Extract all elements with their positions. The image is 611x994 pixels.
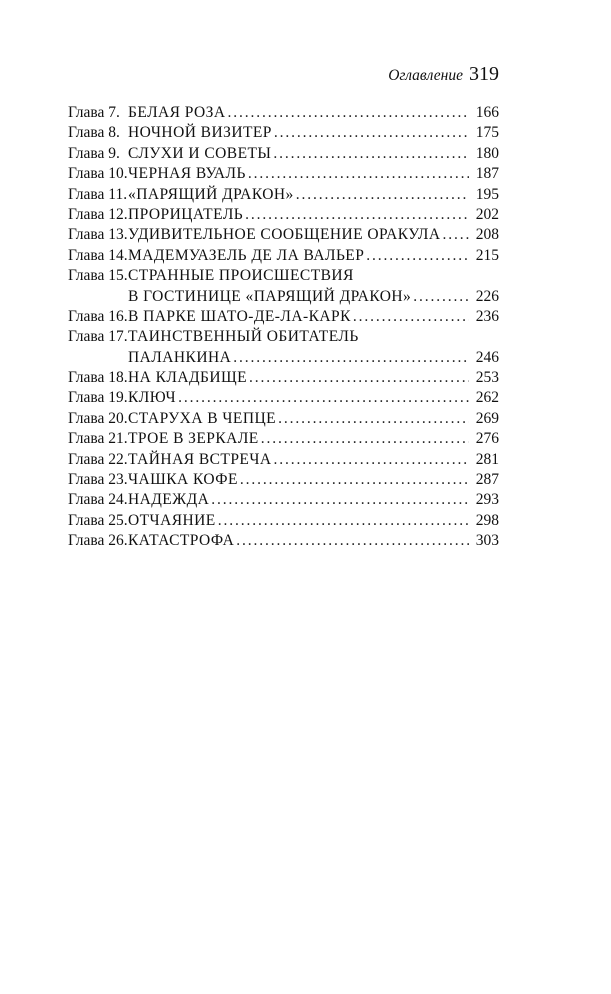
chapter-title: НА КЛАДБИЩЕ: [128, 369, 248, 387]
chapter-title: СЛУХИ И СОВЕТЫ: [128, 144, 272, 162]
toc-entry[interactable]: [68, 429, 499, 449]
dot-leader: [243, 205, 469, 225]
chapter-title: БЕЛАЯ РОЗА: [128, 104, 226, 121]
dot-leader: [259, 429, 469, 449]
toc-entry[interactable]: [68, 531, 499, 551]
chapter-label: Глава 25.: [68, 511, 128, 529]
chapter-page: 262: [475, 389, 499, 407]
chapter-label: Глава 11.: [68, 185, 128, 203]
chapter-page: 287: [475, 471, 499, 489]
dot-leader: [246, 164, 469, 184]
chapter-label: Глава 22.: [68, 450, 128, 468]
dot-leader: [216, 511, 469, 531]
toc-line: [68, 205, 499, 225]
running-head: [388, 64, 499, 84]
table-of-contents: [68, 103, 499, 552]
chapter-title: ТАИНСТВЕННЫЙ ОБИТАТЕЛЬ: [128, 328, 359, 346]
toc-line: [68, 450, 499, 470]
dot-leader: [247, 368, 469, 388]
chapter-label: Глава 18.: [68, 369, 128, 387]
toc-line: [68, 307, 499, 327]
chapter-page: 195: [475, 185, 499, 203]
chapter-title: НОЧНОЙ ВИЗИТЕР: [128, 124, 272, 142]
dot-leader: [234, 531, 469, 551]
dot-leader: [294, 185, 469, 205]
toc-line: [68, 164, 499, 184]
chapter-title: КАТАСТРОФА: [128, 532, 235, 550]
dot-leader: [238, 470, 469, 490]
chapter-label: Глава 19.: [68, 389, 128, 407]
chapter-page: 281: [475, 450, 499, 468]
chapter-page: 187: [475, 165, 499, 183]
chapter-title-continued: ПАЛАНКИНА: [128, 348, 232, 366]
dot-leader: [276, 409, 469, 429]
chapter-label: Глава 13.: [68, 226, 128, 244]
chapter-page: 293: [475, 491, 499, 509]
chapter-title-continued: В ГОСТИНИЦЕ «ПАРЯЩИЙ ДРАКОН»: [128, 287, 412, 305]
toc-entry[interactable]: [68, 164, 499, 184]
toc-entry[interactable]: [68, 409, 499, 429]
dot-leader: [271, 144, 469, 164]
chapter-title: В ПАРКЕ ШАТО-ДЕ-ЛА-КАРК: [128, 307, 351, 325]
toc-line: [68, 429, 499, 449]
dot-leader: [364, 246, 469, 266]
dot-leader: [226, 103, 469, 123]
chapter-page: 208: [475, 226, 499, 244]
toc-entry[interactable]: [68, 246, 499, 266]
chapter-page: 253: [475, 369, 499, 387]
chapter-page: 276: [475, 430, 499, 448]
toc-line: [68, 409, 499, 429]
toc-line-continued: [68, 287, 499, 307]
chapter-label: Глава 24.: [68, 491, 128, 509]
toc-entry[interactable]: [68, 388, 499, 408]
chapter-page: 215: [475, 246, 499, 264]
chapter-label: Глава 20.: [68, 409, 128, 427]
page-number: 319: [469, 63, 499, 85]
chapter-page: 175: [475, 124, 499, 142]
dot-leader: [411, 287, 469, 307]
chapter-label: Глава 8.: [68, 124, 120, 142]
dot-leader: [271, 450, 469, 470]
chapter-label: Глава 10.: [68, 165, 128, 183]
chapter-page: 226: [475, 287, 499, 305]
toc-line: [68, 185, 499, 205]
toc-entry[interactable]: [68, 470, 499, 490]
chapter-label: Глава 21.: [68, 430, 128, 448]
toc-line: [68, 144, 499, 164]
chapter-title: КЛЮЧ: [128, 389, 177, 407]
chapter-title: ЧЕРНАЯ ВУАЛЬ: [128, 165, 246, 183]
toc-line: [68, 531, 499, 551]
chapter-label: Глава 15.: [68, 267, 128, 285]
chapter-title: ЧАШКА КОФЕ: [128, 471, 238, 489]
chapter-label: Глава 9.: [68, 144, 120, 162]
chapter-title: НАДЕЖДА: [128, 491, 210, 509]
toc-line: [68, 490, 499, 510]
dot-leader: [441, 225, 469, 245]
dot-leader: [351, 307, 469, 327]
toc-entry[interactable]: [68, 103, 499, 123]
chapter-title: УДИВИТЕЛЬНОЕ СООБЩЕНИЕ ОРАКУЛА: [128, 226, 441, 244]
chapter-page: 298: [475, 511, 499, 529]
chapter-title: МАДЕМУАЗЕЛЬ ДЕ ЛА ВАЛЬЕР: [128, 246, 365, 264]
toc-line: [68, 266, 499, 286]
toc-entry[interactable]: [68, 368, 499, 388]
chapter-label: Глава 14.: [68, 246, 128, 264]
dot-leader: [231, 348, 469, 368]
toc-entry[interactable]: [68, 144, 499, 164]
chapter-label: Глава 7.: [68, 104, 120, 121]
toc-entry[interactable]: [68, 225, 499, 245]
chapter-label: Глава 12.: [68, 205, 128, 223]
toc-entry[interactable]: [68, 490, 499, 510]
toc-entry[interactable]: [68, 185, 499, 205]
toc-entry[interactable]: [68, 450, 499, 470]
toc-line: [68, 388, 499, 408]
chapter-page: 269: [475, 409, 499, 427]
toc-line-continued: [68, 348, 499, 368]
toc-line: [68, 225, 499, 245]
chapter-title: ПРОРИЦАТЕЛЬ: [128, 205, 244, 223]
chapter-title: «ПАРЯЩИЙ ДРАКОН»: [128, 185, 294, 203]
toc-entry[interactable]: [68, 511, 499, 531]
chapter-label: Глава 17.: [68, 328, 128, 346]
running-head-title: Оглавление: [388, 67, 463, 84]
chapter-page: 246: [475, 348, 499, 366]
chapter-page: 303: [475, 532, 499, 550]
toc-line: [68, 511, 499, 531]
toc-entry[interactable]: [68, 123, 499, 143]
chapter-label: Глава 26.: [68, 532, 128, 550]
dot-leader: [176, 388, 469, 408]
chapter-title: ТРОЕ В ЗЕРКАЛЕ: [128, 430, 259, 448]
toc-line: [68, 368, 499, 388]
chapter-title: ОТЧАЯНИЕ: [128, 511, 216, 529]
chapter-label: Глава 16.: [68, 307, 128, 325]
toc-line: [68, 103, 499, 123]
chapter-page: 202: [475, 205, 499, 223]
toc-entry[interactable]: [68, 307, 499, 327]
chapter-title: ТАЙНАЯ ВСТРЕЧА: [128, 450, 272, 468]
chapter-title: СТРАННЫЕ ПРОИСШЕСТВИЯ: [128, 267, 354, 285]
toc-entry[interactable]: [68, 266, 499, 307]
chapter-label: Глава 23.: [68, 471, 128, 489]
chapter-page: 236: [475, 307, 499, 325]
toc-line: [68, 123, 499, 143]
toc-entry[interactable]: [68, 327, 499, 368]
dot-leader: [272, 123, 469, 143]
chapter-page: 180: [475, 144, 499, 162]
dot-leader: [209, 490, 469, 510]
toc-line: [68, 470, 499, 490]
chapter-page: 166: [475, 104, 499, 121]
chapter-title: СТАРУХА В ЧЕПЦЕ: [128, 409, 277, 427]
toc-entry[interactable]: [68, 205, 499, 225]
toc-line: [68, 246, 499, 266]
toc-line: [68, 327, 499, 347]
